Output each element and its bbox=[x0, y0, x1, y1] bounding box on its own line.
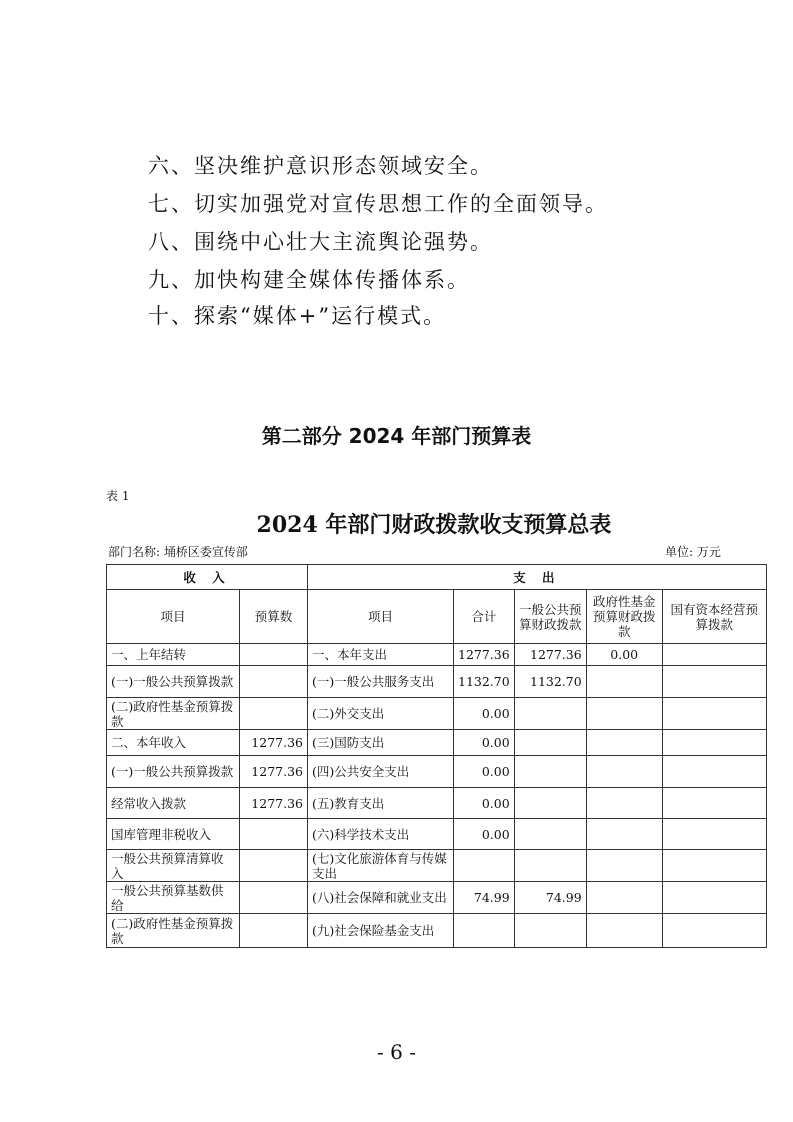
table-row bbox=[107, 819, 767, 850]
table-cell bbox=[662, 644, 766, 666]
table-cell bbox=[586, 698, 662, 730]
table-cell bbox=[514, 756, 586, 788]
table-cell: 二、本年收入 bbox=[107, 730, 240, 756]
table-cell bbox=[514, 850, 586, 882]
table-cell: (一)一般公共服务支出 bbox=[308, 666, 454, 698]
table-cell bbox=[514, 788, 586, 819]
expense-header: 支 出 bbox=[308, 565, 767, 590]
table-cell: (一)一般公共预算拨款 bbox=[107, 666, 240, 698]
list-item-6: 六、坚决维护意识形态领域安全。 bbox=[148, 154, 493, 178]
table-cell: 74.99 bbox=[454, 882, 515, 914]
table-cell bbox=[586, 914, 662, 948]
table-cell bbox=[662, 850, 766, 882]
table-cell bbox=[514, 914, 586, 948]
table-cell: 0.00 bbox=[586, 644, 662, 666]
table-cell: 1277.36 bbox=[454, 644, 515, 666]
table-cell bbox=[586, 850, 662, 882]
table-cell bbox=[514, 730, 586, 756]
table-cell: 1132.70 bbox=[514, 666, 586, 698]
list-item-8: 八、围绕中心壮大主流舆论强势。 bbox=[148, 230, 493, 254]
table-cell: 一般公共预算基数供给 bbox=[107, 882, 240, 914]
table-cell: (七)文化旅游体育与传媒支出 bbox=[308, 850, 454, 882]
table-cell: 0.00 bbox=[454, 698, 515, 730]
table-cell: 1277.36 bbox=[240, 756, 308, 788]
table-cell: 一般公共预算清算收入 bbox=[107, 850, 240, 882]
column-header: 合计 bbox=[454, 590, 515, 644]
table-cell: (九)社会保险基金支出 bbox=[308, 914, 454, 948]
table-cell bbox=[662, 730, 766, 756]
list-item-7: 七、切实加强党对宣传思想工作的全面领导。 bbox=[148, 192, 608, 216]
table-cell bbox=[586, 756, 662, 788]
table-cell bbox=[454, 914, 515, 948]
column-header: 一般公共预算财政拨款 bbox=[514, 590, 586, 644]
table-cell: 1277.36 bbox=[240, 788, 308, 819]
table-cell bbox=[662, 666, 766, 698]
table-cell: 0.00 bbox=[454, 730, 515, 756]
table-row bbox=[107, 756, 767, 788]
list-item-9: 九、加快构建全媒体传播体系。 bbox=[148, 268, 470, 292]
table-cell: (二)外交支出 bbox=[308, 698, 454, 730]
table-cell: (三)国防支出 bbox=[308, 730, 454, 756]
department-label: 部门名称: 埇桥区委宣传部 bbox=[108, 545, 248, 559]
table-row bbox=[107, 914, 767, 948]
table-group-header-row bbox=[107, 565, 767, 590]
table-cell: (八)社会保障和就业支出 bbox=[308, 882, 454, 914]
table-row bbox=[107, 788, 767, 819]
table-row bbox=[107, 730, 767, 756]
table-cell bbox=[454, 850, 515, 882]
column-header: 项目 bbox=[308, 590, 454, 644]
table-cell: (一)一般公共预算拨款 bbox=[107, 756, 240, 788]
table-row bbox=[107, 666, 767, 698]
table-row bbox=[107, 644, 767, 666]
page-number: - 6 - bbox=[377, 1040, 416, 1064]
table-cell bbox=[586, 730, 662, 756]
list-item-10: 十、探索“媒体+”运行模式。 bbox=[148, 304, 447, 328]
table-cell bbox=[240, 644, 308, 666]
table-cell bbox=[586, 882, 662, 914]
table-cell: (二)政府性基金预算拨款 bbox=[107, 698, 240, 730]
table-cell: 0.00 bbox=[454, 819, 515, 850]
table-cell: 1132.70 bbox=[454, 666, 515, 698]
table-cell bbox=[662, 756, 766, 788]
table-cell bbox=[240, 698, 308, 730]
table-cell bbox=[514, 698, 586, 730]
table-cell: (二)政府性基金预算拨款 bbox=[107, 914, 240, 948]
table-cell: 0.00 bbox=[454, 788, 515, 819]
unit-label: 单位: 万元 bbox=[665, 545, 721, 559]
table-number: 表 1 bbox=[106, 489, 130, 503]
table-cell bbox=[662, 788, 766, 819]
table-cell bbox=[662, 698, 766, 730]
budget-table bbox=[106, 564, 767, 948]
table-row bbox=[107, 850, 767, 882]
table-cell bbox=[586, 666, 662, 698]
table-row bbox=[107, 698, 767, 730]
table-cell: 74.99 bbox=[514, 882, 586, 914]
table-column-header-row bbox=[107, 590, 767, 644]
table-cell bbox=[662, 819, 766, 850]
table-cell: (四)公共安全支出 bbox=[308, 756, 454, 788]
table-cell: 国库管理非税收入 bbox=[107, 819, 240, 850]
section-title: 第二部分 2024 年部门预算表 bbox=[261, 424, 532, 448]
table-cell bbox=[662, 914, 766, 948]
table-cell: 一、上年结转 bbox=[107, 644, 240, 666]
table-cell: (六)科学技术支出 bbox=[308, 819, 454, 850]
table-cell: 1277.36 bbox=[240, 730, 308, 756]
table-cell: 一、本年支出 bbox=[308, 644, 454, 666]
table-cell bbox=[240, 882, 308, 914]
column-header: 项目 bbox=[107, 590, 240, 644]
income-header: 收 入 bbox=[107, 565, 308, 590]
table-title: 2024 年部门财政拨款收支预算总表 bbox=[256, 512, 612, 538]
table-cell: 0.00 bbox=[454, 756, 515, 788]
table-cell: 1277.36 bbox=[514, 644, 586, 666]
column-header: 预算数 bbox=[240, 590, 308, 644]
table-row bbox=[107, 882, 767, 914]
column-header: 国有资本经营预算拨款 bbox=[662, 590, 766, 644]
table-cell: 经常收入拨款 bbox=[107, 788, 240, 819]
table-cell bbox=[240, 666, 308, 698]
column-header: 政府性基金预算财政拨款 bbox=[586, 590, 662, 644]
table-cell bbox=[514, 819, 586, 850]
table-cell: (五)教育支出 bbox=[308, 788, 454, 819]
table-cell bbox=[662, 882, 766, 914]
table-cell bbox=[586, 819, 662, 850]
table-cell bbox=[240, 914, 308, 948]
table-cell bbox=[586, 788, 662, 819]
table-cell bbox=[240, 850, 308, 882]
table-cell bbox=[240, 819, 308, 850]
